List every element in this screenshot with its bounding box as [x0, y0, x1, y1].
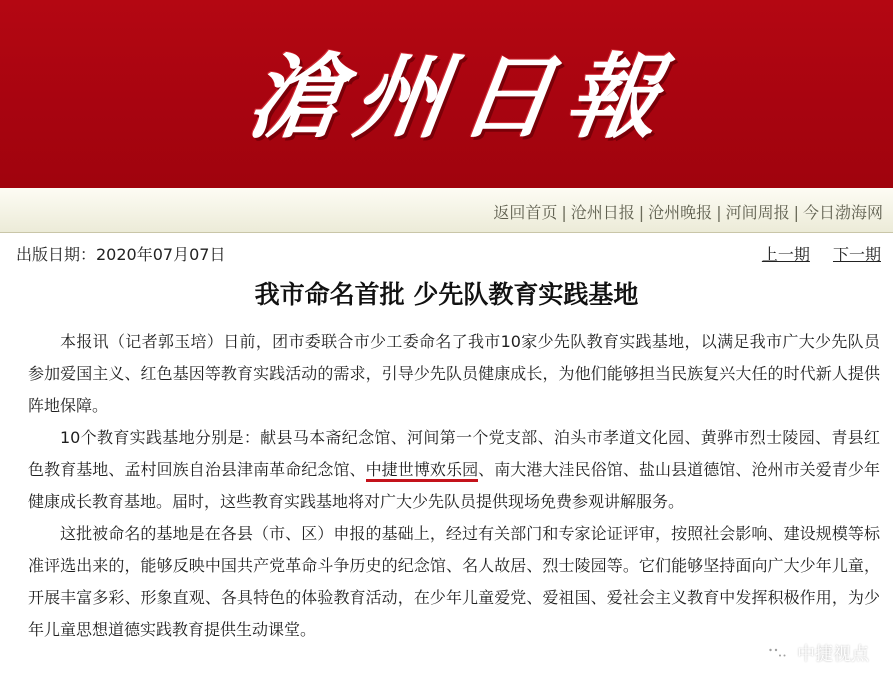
issue-info-bar: [0, 233, 893, 269]
newspaper-logo: 滄州日報: [241, 43, 681, 151]
wechat-watermark: [763, 640, 869, 666]
previous-issue-link[interactable]: 上一期: [761, 245, 810, 264]
nav-separator: |: [638, 203, 645, 222]
nav-home-link[interactable]: 返回首页: [493, 203, 558, 222]
masthead-banner: [0, 0, 893, 188]
top-navigation: [0, 188, 893, 233]
paragraph-text: 、南大港大洼民俗馆、盐山县道德馆、沧州市关爱青少年健康成长教育基地。届时，这些教育实践基地将对广大少先队员提供现场免费参观讲解服务。: [28, 460, 880, 511]
article-paragraph-1: 本报讯（记者郭玉培）日前，团市委联合市少工委命名了我市10家少先队教育实践基地，以满足我市广大少先队员参加爱国主义、红色基因等教育实践活动的需求，引导少先队员健康成长，为他们能够担当民族复兴大任的时代新人提供阵地保障。: [28, 332, 880, 415]
article-body: [28, 326, 880, 646]
article-title: 我市命名首批 少先队教育实践基地: [254, 280, 639, 309]
nav-separator: |: [793, 203, 799, 222]
nav-separator: |: [561, 203, 567, 222]
article-paragraph-3: 这批被命名的基地是在各县（市、区）申报的基础上，经过有关部门和专家论证评审，按照社会影响、建设规模等标准评选出来的，能够反映中国共产党革命斗争历史的纪念馆、名人故居、烈士陵园等。它们能够坚持面向广大少年儿童，开展丰富多彩、形象直观、各具特色的体验教育活动，在少年儿童爱党、爱祖国、爱社会主义教育中发挥积极作用，为少年儿童思想道德实践教育提供生动课堂。: [28, 524, 880, 639]
publication-date: 出版日期：2020年07月07日: [16, 245, 226, 264]
nav-bohai-net-link[interactable]: 今日渤海网: [802, 203, 883, 222]
nav-hejian-weekly-link[interactable]: 河间周报: [725, 203, 790, 222]
issue-navigation: [744, 242, 881, 265]
nav-cangzhou-daily-link[interactable]: 沧州日报: [570, 203, 635, 222]
nav-cangzhou-evening-link[interactable]: 沧州晚报: [648, 203, 713, 222]
paragraph-text: 10个教育实践基地分别是：献县马本斋纪念馆、河间第一个党支部、泊头市孝道文化园、黄骅市烈士陵园、青县红色教育基地、孟村回族自治县津南革命纪念馆、: [28, 428, 880, 479]
next-issue-link[interactable]: 下一期: [832, 245, 881, 264]
nav-links: [493, 200, 883, 223]
wechat-icon: [763, 642, 791, 664]
highlighted-venue: 中捷世博欢乐园: [366, 460, 479, 482]
article-paragraph-2: [28, 422, 880, 518]
watermark-text: 中捷视点: [797, 644, 869, 665]
nav-separator: |: [716, 203, 722, 222]
